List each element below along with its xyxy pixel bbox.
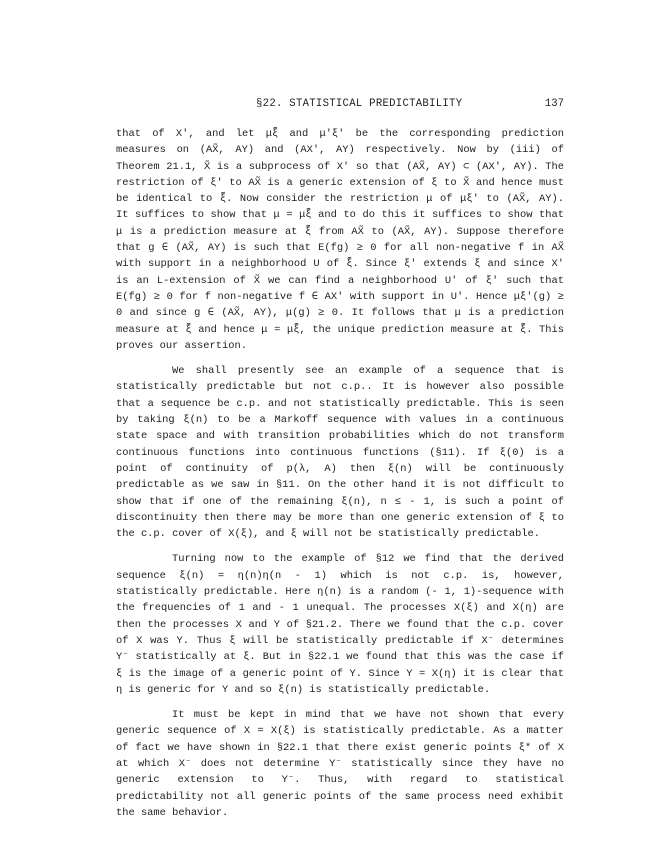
paragraph-4: It must be kept in mind that we have not shown that every generic sequence of X = X(ξ) is statistically predictable. As a matter of fact we have shown in §22.1 that there exist generic points ξ* of X at which X⁻ does not determine Y⁻ statistically since they have no generic extension to Y⁻. Thus, with regard to statistical predictability not all generic points of the same process need exhibit the same behavior. [116, 709, 564, 819]
paragraph-1: that of X', and let μξ̃ and μ'ξ' be the corresponding prediction measures on (AX̃, AY) and (AX', AY) respectively. Now by (iii) of Theorem 21.1, X̃ is a subprocess of X' so that (AX̃, AY) ⊂ (AX', AY). The restriction of ξ' to AX̃ is a generic extension of ξ to X̃ and hence must be identical to ξ̃. Now consider the restriction μ of μξ' to (AX̃, AY). It suffices to show that μ = μξ̃ and to do this it suffices to show that μ is a prediction measure at ξ̃ from AX̃ to (AX̃, AY). Suppose therefore that g ∈ (AX̃, AY) is such that E(fg) ≥ 0 for all non-negative f in AX̃ with support in a neighborhood U of ξ̃. Since ξ' extends ξ and since X' is an L-extension of X̃ we can find a neighborhood U' of ξ' such that E(fg) ≥ 0 for f non-negative f ∈ AX' with support in U'. Hence μξ'(g) ≥ 0 and since g ∈ (AX̃, AY), μ(g) ≥ 0. It follows that μ is a prediction measure at ξ̃ and hence μ = μξ̃, the unique prediction measure at ξ̃. This proves our assertion. [116, 128, 564, 352]
running-header [116, 96, 564, 116]
page-number: 137 [544, 98, 564, 110]
paragraph-3: Turning now to the example of §12 we find that the derived sequence ξ(n) = η(n)η(n - 1) which is not c.p. is, however, statistically predictable. Here η(n) is a random (- 1, 1)-sequence with the frequencies of 1 and - 1 unequal. The processes X(ξ) and X(η) are then the processes X and Y of §21.2. There we found that the c.p. cover of X was Y. Thus ξ will be statistically predictable if X⁻ determines Y⁻ statistically at ξ. But in §22.1 we found that this was the case if ξ is the image of a generic point of Y. Since Y = X(η) it is clear that η is generic for Y and so ξ(n) is statistically predictable. [116, 553, 564, 696]
paragraph-2: We shall presently see an example of a sequence that is statistically predictable but not c.p.. It is however also possible that a sequence be c.p. and not statistically predictable. This is seen by taking ξ(n) to be a Markoff sequence with values in a continuous state space and with transition probabilities which do not transform continuous functions into continuous functions (§11). If ξ(0) is a point of continuity of p(λ, A) then ξ(n) will be continuously predictable as we saw in §11. On the other hand it is not difficult to show that if one of the remaining ξ(n), n ≤ - 1, is such a point of discontinuity then there may be more than one generic extension of ξ to the c.p. cover of X(ξ), and ξ will not be statistically predictable. [116, 365, 564, 541]
section-title: §22. STATISTICAL PREDICTABILITY [256, 98, 463, 110]
